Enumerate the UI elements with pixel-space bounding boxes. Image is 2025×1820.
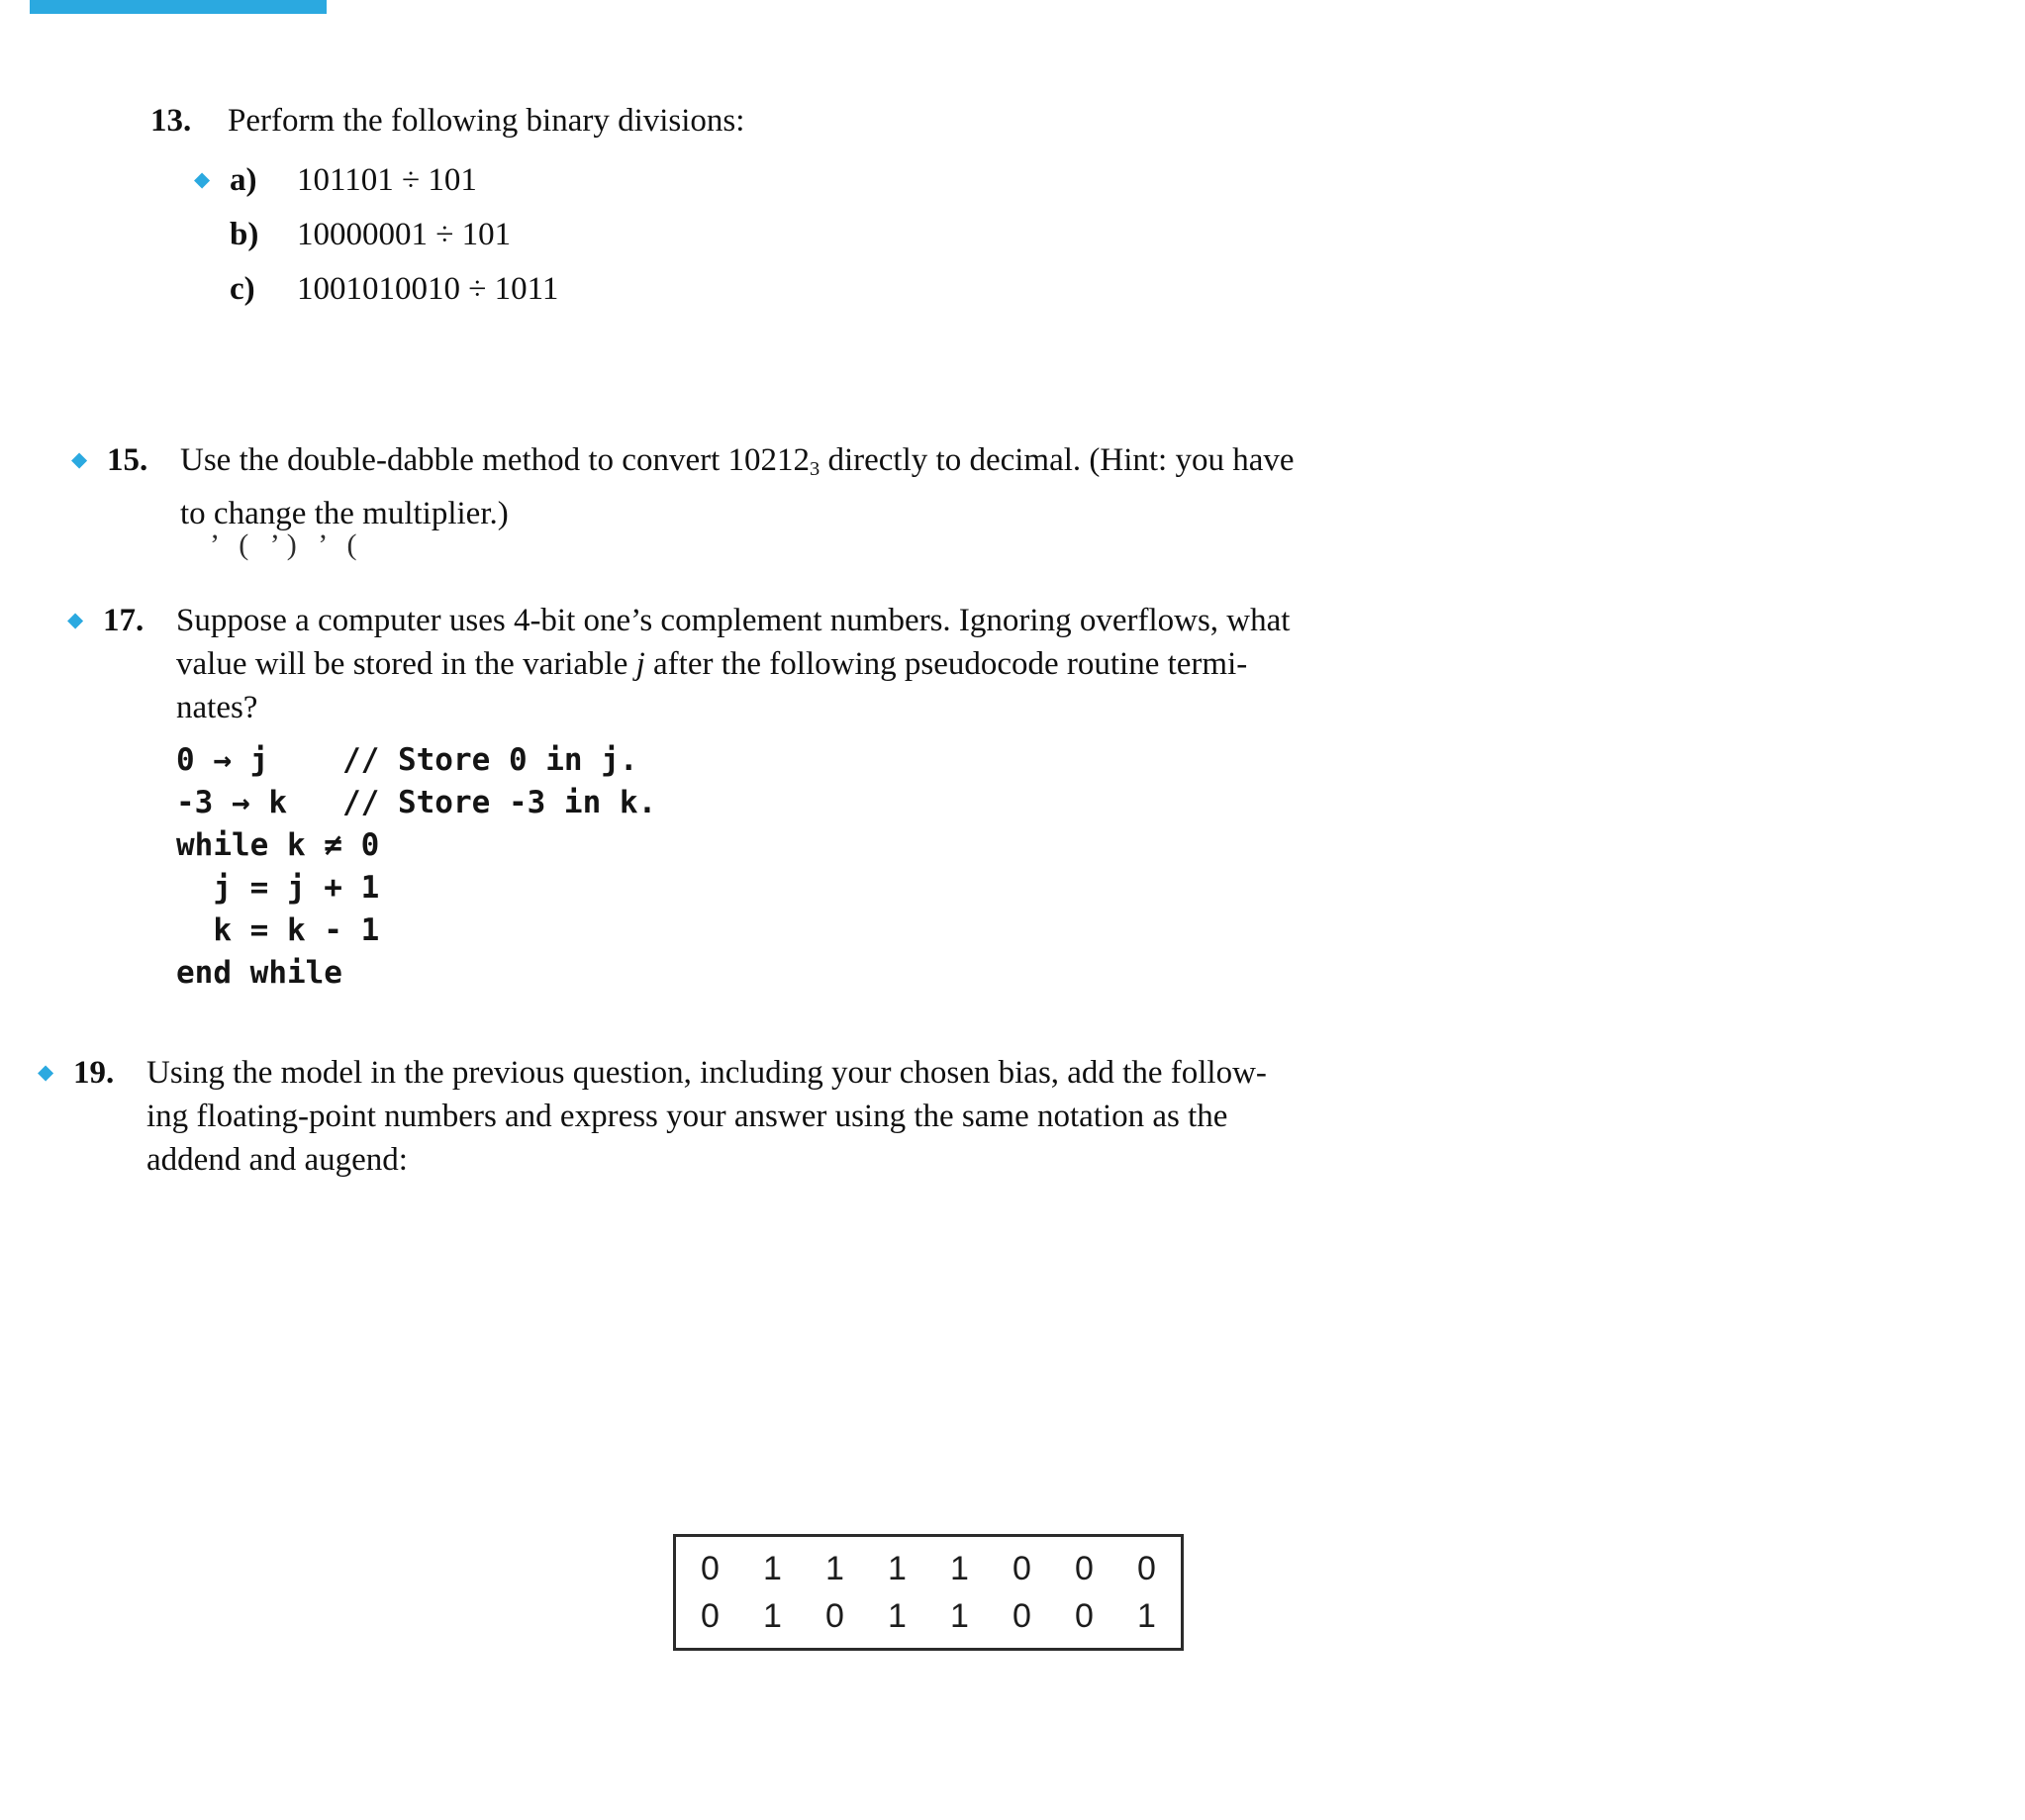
problem-text [176, 599, 1290, 995]
text-segment: Use the double-dabble method to convert 10212 [180, 442, 811, 478]
code-line: while k ≠ 0 [176, 827, 380, 863]
problem-number: 13. [150, 103, 192, 139]
bit-cell: 0 [1137, 1550, 1156, 1587]
code-line: k = k - 1 [176, 912, 380, 948]
problem-13-heading [150, 99, 744, 143]
diamond-bullet-icon: ◆ [38, 1060, 54, 1084]
text-line: Suppose a computer uses 4-bit one’s complement numbers. Ignoring overflows, what [176, 603, 1291, 638]
diamond-bullet-icon: ◆ [67, 608, 84, 631]
problem-13 [150, 99, 744, 318]
problem-19 [38, 1051, 1267, 1182]
bit-cell: 1 [888, 1550, 907, 1587]
top-accent-bar [30, 0, 327, 14]
subitem-value: 1001010010 ÷ 1011 [297, 271, 559, 307]
text-line: addend and augend: [146, 1142, 408, 1178]
bit-cell: 0 [701, 1550, 720, 1587]
bit-cell: 1 [763, 1550, 782, 1587]
problem-13-subitems [194, 154, 744, 318]
code-line: -3 → k // Store -3 in k. [176, 785, 657, 820]
text-line: nates? [176, 690, 258, 725]
text-line [180, 438, 1295, 492]
bit-cell: 0 [1012, 1597, 1031, 1635]
cropped-text-artifact: ’ ( ’) ’ ( [210, 528, 364, 561]
problem-text: Perform the following binary divisions: [228, 103, 745, 139]
subitem-label: a) [230, 162, 257, 198]
subscript-base-3: 3 [810, 458, 820, 481]
text-segment: after the following pseudocode routine termi- [644, 646, 1248, 682]
text-line: Using the model in the previous question, including your chosen bias, add the follow- [146, 1055, 1267, 1091]
bit-cell: 1 [763, 1597, 782, 1635]
text-line: ing floating-point numbers and express your answer using the same notation as the [146, 1099, 1228, 1134]
subitem-c [194, 263, 744, 318]
text-segment: directly to decimal. (Hint: you have [820, 442, 1295, 478]
bit-cell: 1 [825, 1550, 844, 1587]
bit-cell: 1 [950, 1597, 969, 1635]
bit-cell: 1 [950, 1550, 969, 1587]
bit-cell: 1 [1137, 1597, 1156, 1635]
problem-text [180, 438, 1295, 536]
subitem-label: b) [230, 217, 259, 252]
problem-number: 15. [107, 442, 148, 478]
text-line: to change the multiplier.) [180, 496, 509, 532]
variable-j: j [635, 646, 645, 682]
subitem-value: 101101 ÷ 101 [297, 162, 477, 198]
floating-point-operand-table [673, 1534, 1184, 1651]
bit-row-addend [679, 1545, 1178, 1592]
pseudocode-block [176, 739, 1290, 995]
diamond-bullet-icon: ◆ [194, 167, 211, 191]
bit-row-augend [679, 1592, 1178, 1640]
subitem-a [194, 154, 744, 209]
diamond-bullet-icon: ◆ [71, 447, 88, 471]
subitem-b [194, 209, 744, 263]
code-line: j = j + 1 [176, 870, 380, 906]
problem-15 [71, 438, 1295, 536]
problem-number: 19. [73, 1055, 115, 1091]
problem-text [146, 1051, 1267, 1182]
problem-17 [67, 599, 1290, 995]
code-line: end while [176, 955, 342, 991]
bit-cell: 0 [1075, 1597, 1094, 1635]
bit-cell: 0 [825, 1597, 844, 1635]
code-line: 0 → j // Store 0 in j. [176, 742, 638, 778]
bit-cell: 0 [1075, 1550, 1094, 1587]
subitem-label: c) [230, 271, 255, 307]
text-segment: value will be stored in the variable [176, 646, 636, 682]
problem-number: 17. [103, 603, 145, 638]
bit-cell: 0 [701, 1597, 720, 1635]
subitem-value: 10000001 ÷ 101 [297, 217, 512, 252]
bit-cell: 1 [888, 1597, 907, 1635]
text-line [176, 642, 1290, 686]
bit-cell: 0 [1012, 1550, 1031, 1587]
